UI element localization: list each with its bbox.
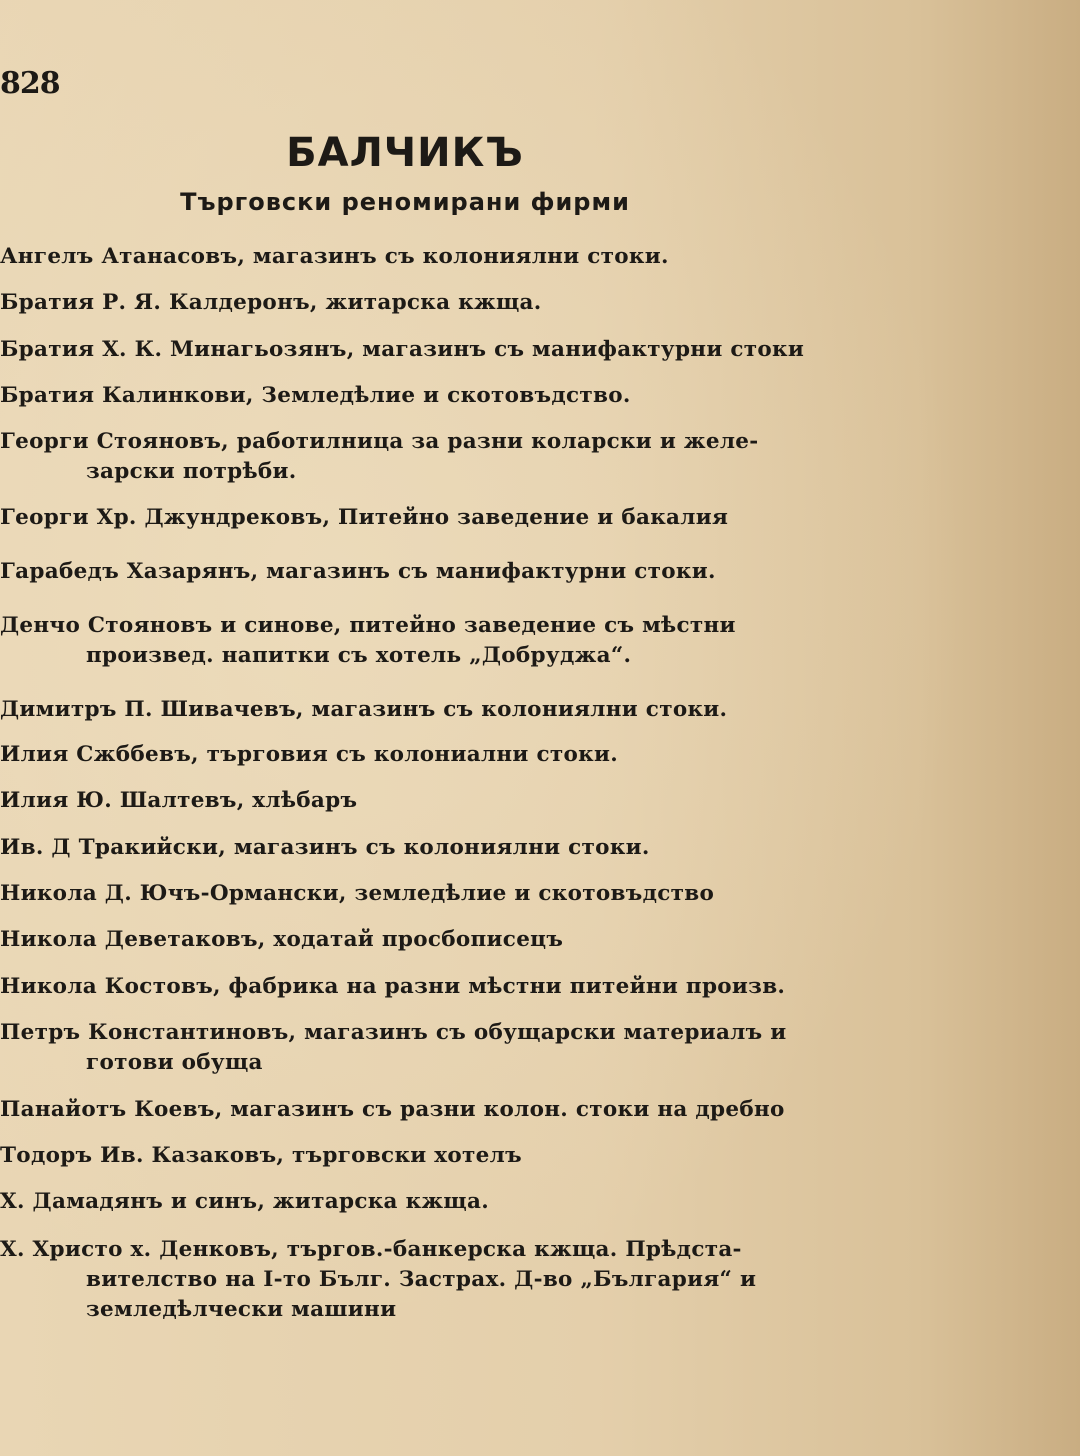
entry-line: Георги Хр. Джундрековъ, Питейно заведение и бакалия — [0, 505, 729, 530]
entry-line: Никола Костовъ, фабрика на разни мѣстни питейни произв. — [0, 974, 786, 999]
entry-line: Денчо Стояновъ и синове, питейно заведение съ мѣстни — [0, 613, 736, 638]
list-item — [0, 242, 820, 272]
list-item — [0, 1187, 820, 1217]
list-item — [0, 288, 820, 318]
entry-line: Георги Стояновъ, работилница за разни коларски и желе- — [0, 429, 759, 454]
entry-line: Братия Х. К. Минагьозянъ, магазинъ съ манифактурни стоки — [0, 337, 805, 362]
entry-line: Илия Сжббевъ, търговия съ колониални стоки. — [0, 742, 618, 767]
list-item — [0, 833, 820, 863]
entry-line-continuation: произвед. напитки съ хотель „Добруджа“. — [86, 643, 632, 668]
list-item — [0, 972, 820, 1002]
page-title: БАЛЧИКЪ — [286, 130, 524, 176]
list-item — [0, 695, 820, 725]
entry-line: Ив. Д Тракийски, магазинъ съ колониялни стоки. — [0, 835, 650, 860]
entry-line: Ангелъ Атанасовъ, магазинъ съ колониялни стоки. — [0, 244, 669, 269]
list-item — [0, 879, 820, 909]
page-subtitle: Търговски реномирани фирми — [180, 188, 630, 216]
entry-line-continuation: зарски потрѣби. — [86, 459, 297, 484]
entry-line: Братия Калинкови, Земледѣлие и скотовъдство. — [0, 383, 631, 408]
list-item — [0, 1095, 820, 1125]
list-item — [0, 786, 820, 816]
entry-line: Х. Христо х. Денковъ, търгов.-банкерска кжща. Прѣдста- — [0, 1237, 742, 1262]
list-item — [0, 1018, 820, 1078]
entry-line: Х. Дамадянъ и синъ, житарска кжща. — [0, 1189, 489, 1214]
list-item — [0, 1141, 820, 1171]
list-item — [0, 557, 820, 587]
entry-line: Петръ Константиновъ, магазинъ съ обущарски материалъ и — [0, 1020, 787, 1045]
list-item — [0, 925, 820, 955]
list-item — [0, 1235, 820, 1325]
entry-line: Гарабедъ Хазарянъ, магазинъ съ манифактурни стоки. — [0, 559, 716, 584]
page-number: 828 — [0, 66, 60, 101]
entry-line: Димитръ П. Шивачевъ, магазинъ съ колониялни стоки. — [0, 697, 728, 722]
list-item — [0, 611, 820, 671]
list-item — [0, 503, 820, 533]
entry-line: Братия Р. Я. Калдеронъ, житарска кжща. — [0, 290, 542, 315]
entry-line: Никола Д. Ючъ-Ормански, земледѣлие и скотовъдство — [0, 881, 715, 906]
entry-line-continuation: земледѣлчески машини — [86, 1297, 397, 1322]
entry-line: Илия Ю. Шалтевъ, хлѣбаръ — [0, 788, 358, 813]
list-item — [0, 740, 820, 770]
entry-line: Панайотъ Коевъ, магазинъ съ разни колон. стоки на дребно — [0, 1097, 785, 1122]
list-item — [0, 427, 820, 487]
entry-line: Тодоръ Ив. Казаковъ, търговски хотелъ — [0, 1143, 522, 1168]
list-item — [0, 335, 820, 365]
entry-line-continuation: готови обуща — [86, 1050, 263, 1075]
list-item — [0, 381, 820, 411]
entry-line: Никола Деветаковъ, ходатай просбописецъ — [0, 927, 564, 952]
entry-line-continuation: вителство на I-то Бълг. Застрах. Д-во „България“ и — [86, 1267, 757, 1292]
